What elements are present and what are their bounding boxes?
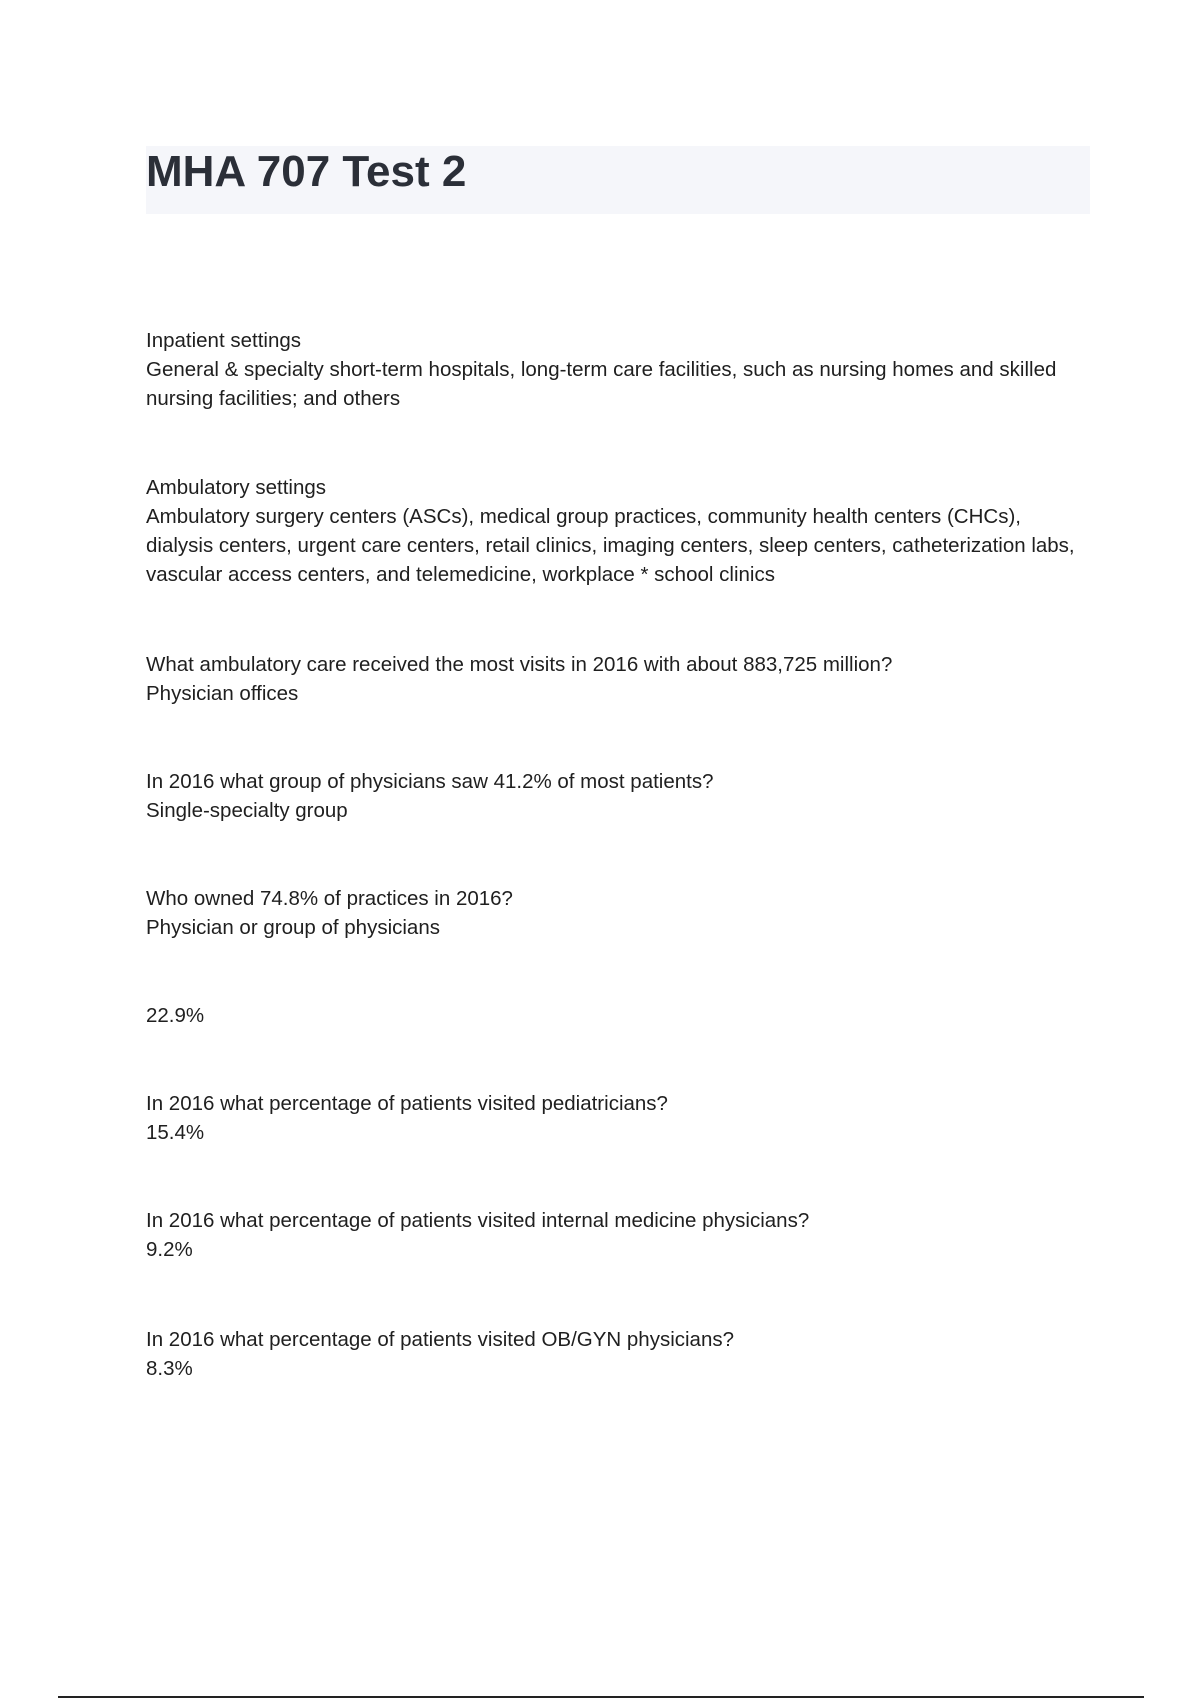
bottom-divider xyxy=(58,1696,1144,1698)
flashcard-question: What ambulatory care received the most visits in 2016 with about 883,725 million? xyxy=(146,653,893,676)
flashcard-answer: 8.3% xyxy=(146,1357,193,1380)
flashcard-answer: Physician or group of physicians xyxy=(146,916,440,939)
flashcard-question: Ambulatory settings xyxy=(146,476,327,499)
page-title: MHA 707 Test 2 xyxy=(146,147,467,196)
flashcard-question: Inpatient settings xyxy=(146,329,301,352)
flashcard xyxy=(146,1325,1086,1385)
flashcard-answer: General & specialty short-term hospitals, long-term care facilities, such as nursing homes and skilled nursing facilities; and others xyxy=(146,358,1057,410)
flashcard-answer: 9.2% xyxy=(146,1238,193,1261)
flashcard-question: In 2016 what group of physicians saw 41.2% of most patients? xyxy=(146,770,714,793)
flashcard-question: In 2016 what percentage of patients visited internal medicine physicians? xyxy=(146,1209,810,1232)
flashcard-answer: Ambulatory surgery centers (ASCs), medical group practices, community health centers (CHCs), dialysis centers, urgent care centers, retail clinics, imaging centers, sleep centers, catheterization labs, vascular access centers, and telemedicine, workplace * school clinics xyxy=(146,505,1075,586)
flashcard-answer: Single-specialty group xyxy=(146,799,348,822)
flashcard-answer: Physician offices xyxy=(146,682,299,705)
flashcard-question: In 2016 what percentage of patients visited pediatricians? xyxy=(146,1092,668,1115)
flashcard xyxy=(146,473,1086,650)
flashcard-list xyxy=(146,326,1086,1385)
flashcard xyxy=(146,1206,1086,1325)
flashcard xyxy=(146,767,1086,884)
flashcard xyxy=(146,1001,1086,1089)
flashcard xyxy=(146,884,1086,1001)
title-banner xyxy=(146,146,1090,214)
flashcard xyxy=(146,326,1086,473)
flashcard-answer: 22.9% xyxy=(146,1004,205,1027)
flashcard-question: In 2016 what percentage of patients visited OB/GYN physicians? xyxy=(146,1328,735,1351)
flashcard-answer: 15.4% xyxy=(146,1121,205,1144)
flashcard xyxy=(146,1089,1086,1206)
flashcard-question: Who owned 74.8% of practices in 2016? xyxy=(146,887,513,910)
flashcard xyxy=(146,650,1086,767)
